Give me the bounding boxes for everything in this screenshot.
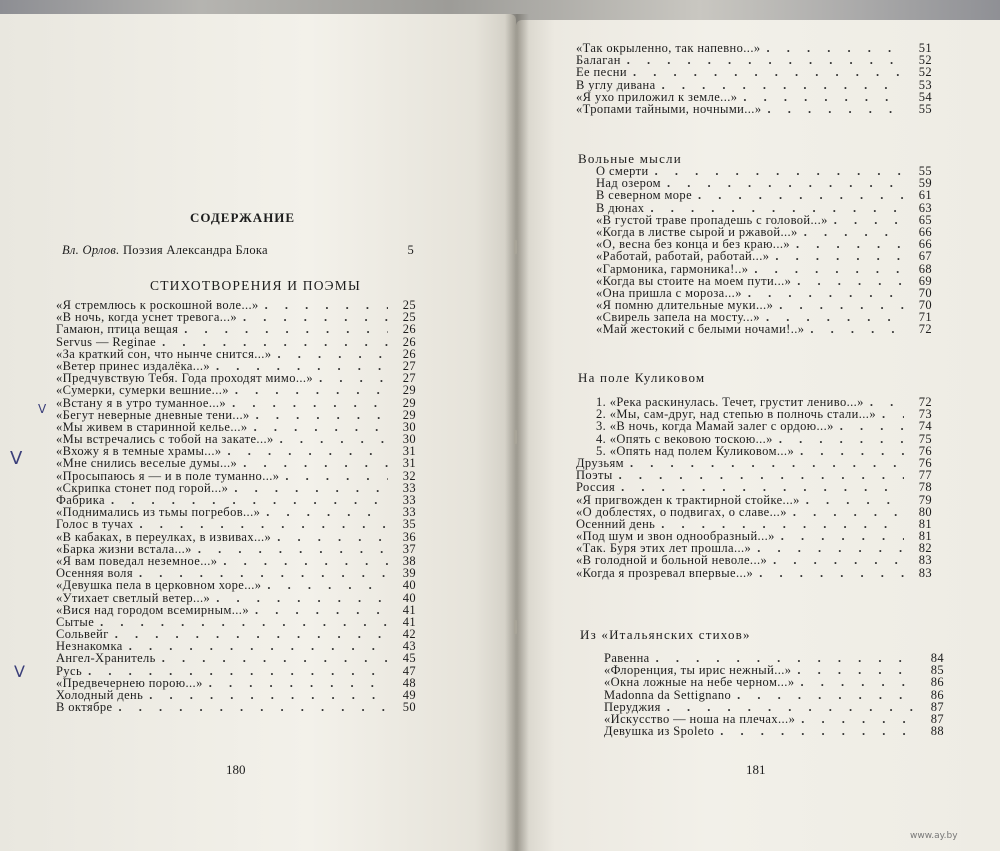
- toc-entry: [56, 323, 416, 335]
- toc-entry-page: 26: [402, 322, 416, 337]
- dot-leader: [254, 421, 388, 433]
- toc-entry: [56, 604, 416, 616]
- dot-leader: [633, 66, 904, 78]
- toc-entry-page: 51: [918, 41, 932, 55]
- toc-entry: [576, 66, 932, 78]
- toc-entry-title: «Вися над городом всемирным...»: [56, 602, 249, 617]
- toc-list-left: [56, 299, 416, 713]
- toc-entry-page: 76: [918, 443, 932, 458]
- toc-entry-page: 82: [918, 541, 932, 556]
- toc-entry-title: «За краткий сон, что нынче снится...»: [56, 346, 272, 361]
- toc-entry-page: 33: [402, 505, 416, 520]
- toc-entry-page: 87: [930, 711, 944, 726]
- toc-entry-page: 27: [402, 358, 416, 373]
- binding-stitch: [514, 240, 517, 254]
- dot-leader: [667, 177, 904, 189]
- toc-entry-page: 67: [918, 249, 932, 264]
- toc-entry-page: 69: [918, 273, 932, 288]
- toc-entry-title: Голос в тучах: [56, 517, 134, 532]
- intro-title: Поэзия Александра Блока: [122, 243, 268, 257]
- toc-entry-title: Madonna da Settignano: [604, 687, 732, 702]
- dot-leader: [804, 226, 904, 238]
- dot-leader: [757, 542, 904, 554]
- toc-entry-page: 36: [402, 529, 416, 544]
- toc-entry-page: 88: [930, 724, 944, 739]
- toc-entry-page: 49: [402, 688, 416, 702]
- toc-entry-title: Друзьям: [576, 455, 624, 470]
- page-number-right: 181: [746, 762, 766, 777]
- dot-leader: [88, 665, 388, 677]
- dot-leader: [754, 263, 904, 275]
- toc-entry-page: 66: [918, 237, 932, 252]
- toc-entry-page: 81: [918, 529, 932, 544]
- dot-leader: [235, 384, 388, 396]
- toc-entry-title: Осенний день: [576, 516, 656, 531]
- toc-entry-title: «Предчувствую Тебя. Года проходят мимо...»: [56, 371, 314, 386]
- toc-entry: [576, 263, 932, 275]
- toc-entry-page: 26: [402, 346, 416, 361]
- toc-entry-page: 85: [930, 663, 944, 678]
- dot-leader: [650, 202, 904, 214]
- toc-entry: [604, 676, 944, 688]
- toc-entry-page: 74: [918, 419, 932, 434]
- toc-entry-page: 84: [930, 651, 944, 665]
- toc-entry-title: «Флоренция, ты ирис нежный...»: [604, 663, 792, 678]
- toc-entry-title: Servus — Reginae: [56, 334, 157, 349]
- toc-entry-title: «О доблестях, о подвигах, о славе...»: [576, 504, 787, 519]
- dot-leader: [834, 214, 904, 226]
- dot-leader: [280, 433, 388, 445]
- toc-entry: [56, 470, 416, 482]
- toc-entry-title: «Я стремлюсь к роскошной воле...»: [56, 298, 259, 312]
- toc-entry-page: 61: [918, 188, 932, 203]
- toc-entry-page: 70: [918, 298, 932, 313]
- toc-entry-title: В октябре: [56, 700, 113, 715]
- dot-leader: [266, 506, 388, 518]
- dot-leader: [100, 616, 388, 628]
- dot-leader: [797, 664, 916, 676]
- toc-entry-page: 41: [402, 602, 416, 617]
- toc-entry: [604, 725, 944, 737]
- toc-entry-page: 52: [918, 65, 932, 80]
- toc-entry-page: 83: [918, 565, 932, 580]
- toc-entry-page: 68: [918, 261, 932, 276]
- dot-leader: [662, 79, 904, 91]
- section-heading-free-thoughts: Вольные мысли: [578, 151, 682, 166]
- toc-entry-page: 39: [402, 566, 416, 581]
- toc-entry-page: 26: [402, 334, 416, 349]
- contents-heading: СОДЕРЖАНИЕ: [190, 210, 296, 225]
- dot-leader: [285, 470, 388, 482]
- dot-leader: [621, 481, 904, 493]
- toc-entry-title: Ангел-Хранитель: [56, 651, 156, 666]
- toc-entry-page: 25: [402, 298, 416, 312]
- toc-entry: [576, 79, 932, 91]
- toc-entry-title: «Просыпаюсь я — и в поле туманно...»: [56, 468, 280, 483]
- toc-entry-title: «Так. Буря этих лет прошла...»: [576, 541, 752, 556]
- pen-mark-checkmark: V: [10, 448, 23, 469]
- dot-leader: [800, 445, 904, 457]
- page-number-left: 180: [226, 762, 246, 777]
- toc-entry: [576, 202, 932, 214]
- toc-entry-title: «Когда вы стоите на моем пути...»: [596, 273, 792, 288]
- dot-leader: [243, 457, 388, 469]
- toc-entry-page: 81: [918, 516, 932, 531]
- toc-entry-page: 52: [918, 53, 932, 68]
- dot-leader: [759, 567, 904, 579]
- toc-entry-title: 3. «В ночь, когда Мамай залег с ордою...»: [596, 419, 834, 434]
- toc-entry-title: «Мы живем в старинной келье...»: [56, 419, 248, 434]
- toc-entry-title: «Я вам поведал неземное...»: [56, 553, 218, 568]
- toc-entry-title: «Предвечернею порою...»: [56, 675, 203, 690]
- toc-entry-page: 63: [918, 200, 932, 215]
- toc-entry: [576, 250, 932, 262]
- dot-leader: [115, 628, 388, 640]
- dot-leader: [223, 555, 388, 567]
- toc-entry-page: 40: [402, 578, 416, 593]
- toc-entry-page: 72: [918, 395, 932, 409]
- toc-entry-page: 31: [402, 456, 416, 471]
- toc-entry-title: В дюнах: [596, 200, 645, 215]
- dot-leader: [256, 409, 388, 421]
- toc-entry-title: В северном море: [596, 188, 693, 203]
- toc-entry-title: О смерти: [596, 164, 649, 178]
- toc-entry-title: «Ветер принес издалёка...»: [56, 358, 211, 373]
- toc-entry: [576, 445, 932, 457]
- toc-entry-title: «Я ухо приложил к земле...»: [576, 89, 738, 104]
- pen-mark-checkmark: V: [38, 402, 47, 416]
- toc-entry-page: 75: [918, 431, 932, 446]
- section-heading-kulikovo: На поле Куликовом: [578, 370, 706, 385]
- toc-entry-title: «Я помню длительные муки...»: [596, 298, 774, 313]
- toc-entry-title: Фабрика: [56, 493, 105, 507]
- toc-entry-title: «Тропами тайными, ночными...»: [576, 101, 762, 116]
- toc-entry-title: «Бегут неверные дневные тени...»: [56, 407, 250, 422]
- toc-entry-title: «В густой траве пропадешь с головой...»: [596, 212, 828, 227]
- toc-entry: [56, 384, 416, 396]
- toc-entry: [56, 665, 416, 677]
- toc-entry-page: 25: [402, 310, 416, 325]
- dot-leader: [255, 604, 388, 616]
- toc-list-free-thoughts: [576, 165, 932, 336]
- toc-entry-title: 1. «Река раскинулась. Течет, грустит лениво...»: [596, 395, 864, 409]
- binding-stitch: [514, 620, 517, 634]
- toc-entry-page: 76: [918, 455, 932, 470]
- toc-entry-title: Россия: [576, 480, 616, 495]
- toc-entry: [576, 554, 932, 566]
- dot-leader: [232, 397, 388, 409]
- toc-entry-title: «Май жестокий с белыми ночами!..»: [596, 322, 805, 337]
- toc-entry-page: 30: [402, 432, 416, 447]
- toc-entry-title: «Барка жизни встала...»: [56, 541, 192, 556]
- toc-entry-title: «Я пригвожден к трактирной стойке...»: [576, 492, 800, 507]
- dot-leader: [619, 469, 904, 481]
- toc-entry-title: «В голодной и больной неволе...»: [576, 553, 768, 568]
- dot-leader: [796, 238, 904, 250]
- toc-entry-page: 50: [402, 700, 416, 715]
- toc-entry-page: 45: [402, 651, 416, 666]
- toc-entry-title: Русь: [56, 663, 83, 678]
- toc-entry-title: «Вхожу я в темные храмы...»: [56, 444, 222, 459]
- toc-entry: [576, 420, 932, 432]
- toc-entry-title: Перуджия: [604, 699, 661, 714]
- toc-entry-page: 29: [402, 407, 416, 422]
- toc-entry-page: 71: [918, 310, 932, 325]
- toc-entry-page: 43: [402, 639, 416, 654]
- section-title-poems: СТИХОТВОРЕНИЯ И ПОЭМЫ: [150, 278, 361, 293]
- dot-leader: [801, 713, 916, 725]
- toc-entry-page: 30: [402, 419, 416, 434]
- toc-entry: [576, 457, 932, 469]
- toc-entry: [56, 531, 416, 543]
- toc-entry: [604, 689, 944, 701]
- toc-entry-title: Балаган: [576, 53, 621, 68]
- dot-leader: [277, 531, 388, 543]
- dot-leader: [265, 299, 388, 311]
- dot-leader: [209, 677, 388, 689]
- toc-entry-title: Гамаюн, птица вещая: [56, 322, 179, 337]
- toc-entry: [56, 616, 416, 628]
- toc-entry-page: 79: [918, 492, 932, 507]
- toc-entry: [56, 482, 416, 494]
- toc-entry-page: 54: [918, 89, 932, 104]
- dot-leader: [149, 689, 388, 701]
- dot-leader: [781, 530, 904, 542]
- toc-entry-page: 35: [402, 517, 416, 532]
- dot-leader: [882, 408, 904, 420]
- toc-entry-page: 33: [402, 493, 416, 507]
- toc-entry-page: 47: [402, 663, 416, 678]
- intro-author: Вл. Орлов.: [62, 243, 120, 257]
- toc-entry-page: 59: [918, 176, 932, 191]
- toc-entry-title: «Когда в листве сырой и ржавой...»: [596, 224, 798, 239]
- toc-entry-title: 4. «Опять с вековою тоскою...»: [596, 431, 773, 446]
- toc-entry: [56, 397, 416, 409]
- toc-entry-page: 29: [402, 383, 416, 398]
- kulikovo-entries: [576, 457, 932, 579]
- toc-entry-page: 42: [402, 627, 416, 642]
- toc-entry-page: 32: [402, 468, 416, 483]
- toc-entry-title: «В ночь, когда уснет тревога...»: [56, 310, 237, 325]
- toc-entry-page: 55: [918, 164, 932, 178]
- toc-entry-title: «Сумерки, сумерки вешние...»: [56, 383, 229, 398]
- toc-entry-page: 55: [918, 101, 932, 116]
- toc-entry-page: 86: [930, 687, 944, 702]
- dot-leader: [810, 323, 904, 335]
- toc-entry-page: 83: [918, 553, 932, 568]
- toc-entry-title: Над озером: [596, 176, 661, 191]
- toc-entry-page: 38: [402, 553, 416, 568]
- dot-leader: [773, 554, 904, 566]
- toc-entry-title: «Гармоника, гармоника!..»: [596, 261, 749, 276]
- dot-leader: [140, 518, 388, 530]
- toc-entry-title: «Когда я прозревал впервые...»: [576, 565, 754, 580]
- dot-leader: [655, 165, 904, 177]
- toc-entry: [56, 457, 416, 469]
- toc-entry-title: «Она пришла с мороза...»: [596, 285, 742, 300]
- dot-leader: [737, 689, 916, 701]
- toc-entry-page: 27: [402, 371, 416, 386]
- dot-leader: [800, 676, 916, 688]
- dot-leader: [118, 701, 388, 713]
- toc-entry-title: Поэты: [576, 468, 613, 483]
- toc-entry-page: 53: [918, 77, 932, 92]
- toc-entry: [576, 433, 932, 445]
- toc-entry-title: «Под шум и звон однообразный...»: [576, 529, 775, 544]
- toc-entry-page: 48: [402, 675, 416, 690]
- dot-leader: [129, 640, 388, 652]
- toc-entry-page: 77: [918, 468, 932, 483]
- toc-entry-page: 87: [930, 699, 944, 714]
- toc-entry-page: 80: [918, 504, 932, 519]
- dot-leader: [767, 103, 904, 115]
- toc-entry-title: «Так окрыленно, так напевно...»: [576, 41, 761, 55]
- toc-entry: [576, 494, 932, 506]
- toc-entry-title: «Встану я в утро туманное...»: [56, 395, 227, 410]
- toc-list-right-top: [576, 42, 932, 115]
- toc-list-italian: [604, 652, 944, 737]
- toc-entry-title: 2. «Мы, сам-друг, над степью в полночь стали...»: [596, 407, 876, 422]
- toc-entry-title: «О, весна без конца и без краю...»: [596, 237, 791, 252]
- toc-entry-title: «Искусство — ноша на плечах...»: [604, 711, 796, 726]
- toc-entry-title: 5. «Опять над полем Куликовом...»: [596, 443, 795, 458]
- intro-entry: [62, 243, 414, 258]
- dot-leader: [228, 445, 388, 457]
- dot-leader: [775, 250, 904, 262]
- toc-entry: [56, 592, 416, 604]
- toc-entry-title: Сытые: [56, 614, 95, 629]
- dot-leader: [779, 299, 904, 311]
- dot-leader: [198, 543, 388, 555]
- toc-entry-page: 33: [402, 480, 416, 495]
- toc-entry: [576, 323, 932, 335]
- toc-entry: [576, 42, 932, 54]
- toc-entry-title: В углу дивана: [576, 77, 656, 92]
- intro-page: 5: [407, 243, 414, 257]
- dot-leader: [234, 482, 388, 494]
- binding-stitch: [514, 430, 517, 444]
- toc-entry-title: «Утихает светлый ветер...»: [56, 590, 211, 605]
- toc-entry: [56, 652, 416, 664]
- dot-leader: [630, 457, 904, 469]
- toc-entry-title: «Девушка пела в церковном хоре...»: [56, 578, 262, 593]
- kulikovo-parts: [576, 396, 932, 457]
- toc-entry-page: 41: [402, 614, 416, 629]
- toc-entry-page: 70: [918, 285, 932, 300]
- dot-leader: [743, 91, 904, 103]
- toc-entry-page: 78: [918, 480, 932, 495]
- toc-entry-title: «Поднимались из тьмы погребов...»: [56, 505, 261, 520]
- toc-entry-page: 31: [402, 444, 416, 459]
- toc-entry: [56, 336, 416, 348]
- dot-leader: [698, 189, 904, 201]
- toc-entry-title: «Свирель запела на мосту...»: [596, 310, 761, 325]
- toc-list-kulikovo: [576, 396, 932, 579]
- dot-leader: [779, 433, 904, 445]
- toc-entry-title: «Скрипка стонет под горой...»: [56, 480, 229, 495]
- dot-leader: [184, 323, 388, 335]
- toc-entry-page: 29: [402, 395, 416, 410]
- toc-entry-title: Ее песни: [576, 65, 627, 80]
- toc-entry-title: Равенна: [604, 651, 650, 665]
- toc-entry-page: 65: [918, 212, 932, 227]
- toc-entry: [576, 469, 932, 481]
- dot-leader: [162, 652, 388, 664]
- toc-entry: [56, 518, 416, 530]
- toc-entry-title: «Работай, работай, работай...»: [596, 249, 770, 264]
- dot-leader: [216, 592, 388, 604]
- book-spine: [505, 14, 529, 851]
- dot-leader: [277, 348, 388, 360]
- dot-leader: [162, 336, 388, 348]
- pen-mark-checkmark: V: [14, 662, 25, 681]
- toc-entry-page: 73: [918, 407, 932, 422]
- toc-entry-title: «Окна ложные на небе черном...»: [604, 675, 795, 690]
- section-heading-italian: Из «Итальянских стихов»: [580, 627, 751, 642]
- toc-entry-page: 40: [402, 590, 416, 605]
- toc-entry: [576, 103, 932, 115]
- toc-entry-page: 86: [930, 675, 944, 690]
- dot-leader: [720, 725, 916, 737]
- toc-entry-title: Сольвейг: [56, 627, 109, 642]
- dot-leader: [243, 311, 388, 323]
- toc-entry-title: Осенняя воля: [56, 566, 133, 581]
- toc-entry-page: 72: [918, 322, 932, 337]
- toc-entry: [56, 579, 416, 591]
- dot-leader: [267, 579, 388, 591]
- toc-entry-page: 66: [918, 224, 932, 239]
- toc-entry: [576, 54, 932, 66]
- toc-entry-title: «Мы встречались с тобой на закате...»: [56, 432, 274, 447]
- toc-entry: [576, 189, 932, 201]
- toc-entry: [576, 481, 932, 493]
- dot-leader: [319, 372, 388, 384]
- dot-leader: [793, 506, 904, 518]
- toc-entry-title: Девушка из Spoleto: [604, 724, 715, 739]
- toc-entry-title: «Мне снились веселые думы...»: [56, 456, 238, 471]
- dot-leader: [806, 494, 904, 506]
- dot-leader: [840, 420, 904, 432]
- toc-entry-title: «В кабаках, в переулках, в извивах...»: [56, 529, 272, 544]
- toc-entry: [576, 567, 932, 579]
- dot-leader: [627, 54, 904, 66]
- dot-leader: [797, 275, 904, 287]
- toc-entry-page: 37: [402, 541, 416, 556]
- toc-entry-title: Незнакомка: [56, 639, 123, 654]
- toc-entry-title: Холодный день: [56, 688, 144, 702]
- dot-leader: [767, 42, 905, 54]
- watermark: www.ay.by: [910, 831, 958, 841]
- toc-entry: [56, 701, 416, 713]
